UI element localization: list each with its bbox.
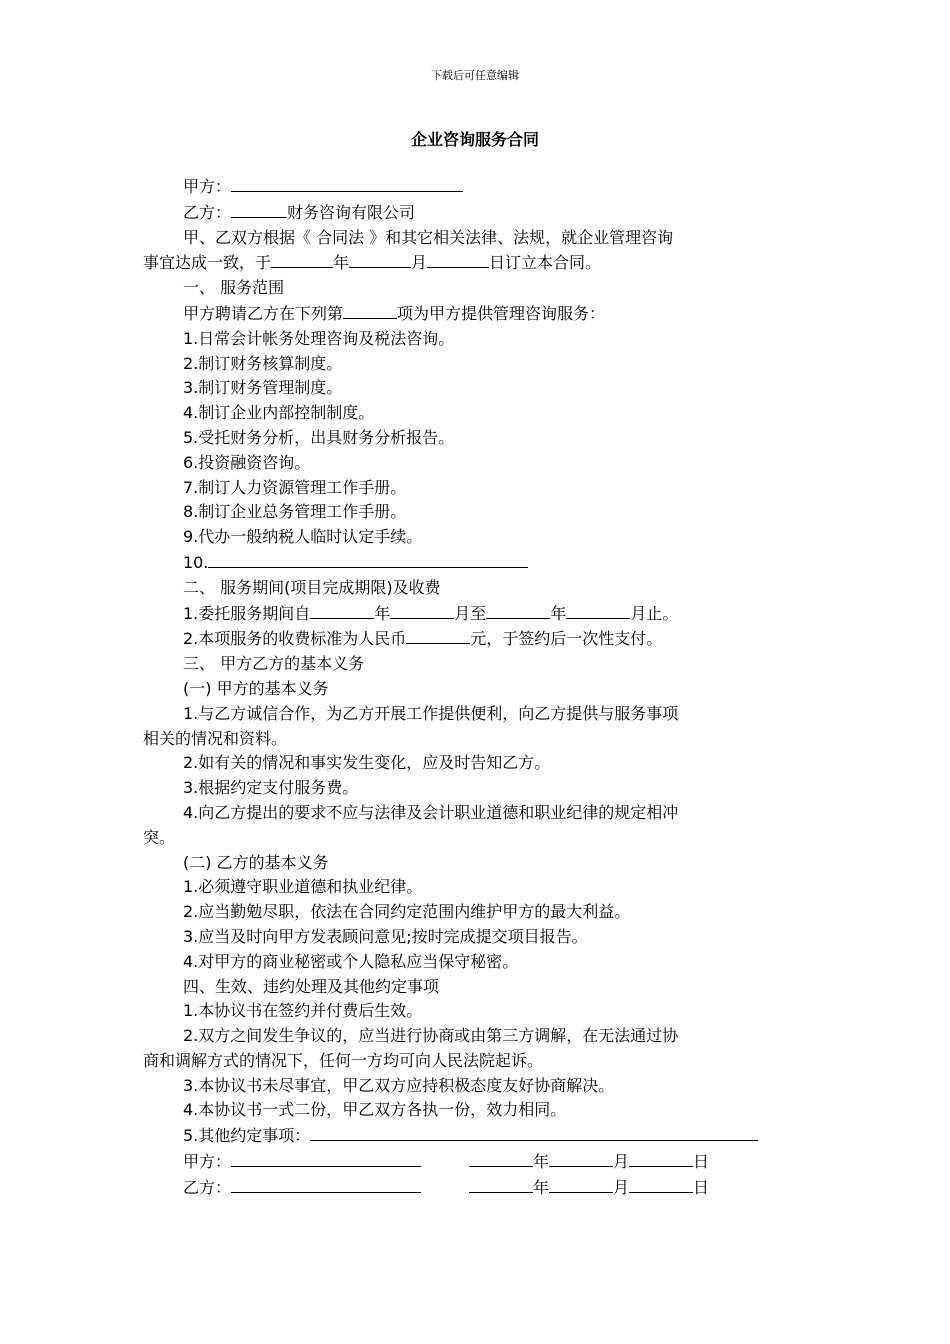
section2-heading: 二、 服务期间(项目完成期限)及收费 xyxy=(183,577,441,597)
signature-a-day-blank[interactable] xyxy=(629,1149,693,1167)
intro-line-2 xyxy=(143,250,788,276)
party-a-duty-1-line2: 相关的情况和资料。 xyxy=(143,728,288,748)
period-prefix: 1.委托服务期间自 xyxy=(183,603,311,623)
fee-line xyxy=(143,626,788,652)
signature-party-a-label: 甲方： xyxy=(183,1152,232,1172)
contract-body xyxy=(143,174,788,1201)
period-month-to: 月至 xyxy=(454,603,487,623)
signature-party-b xyxy=(143,1175,788,1201)
period-end-month-blank[interactable] xyxy=(566,601,630,619)
party-b-duties-heading: (二) 乙方的基本义务 xyxy=(183,852,329,872)
signature-b-month-blank[interactable] xyxy=(549,1175,613,1193)
service-item-7: 7.制订人力资源管理工作手册。 xyxy=(183,477,407,497)
fee-amount-blank[interactable] xyxy=(406,626,470,644)
section1-heading: 一、 服务范围 xyxy=(183,278,285,298)
clause-5-label: 5.其他约定事项： xyxy=(183,1126,311,1146)
other-terms-blank[interactable] xyxy=(310,1123,758,1141)
service-item-10-number: 10. xyxy=(183,552,209,572)
period-start-year-label: 年 xyxy=(374,603,391,623)
party-b-blank[interactable] xyxy=(231,200,287,218)
intro-year-blank[interactable] xyxy=(271,250,333,268)
party-a-duty-3: 3.根据约定支付服务费。 xyxy=(183,778,359,798)
signature-b-day-label: 日 xyxy=(693,1177,710,1197)
signature-a-day-label: 日 xyxy=(693,1152,710,1172)
party-a-blank[interactable] xyxy=(231,174,463,192)
section4-heading: 四、生效、违约处理及其他约定事项 xyxy=(183,976,440,996)
signature-party-b-blank[interactable] xyxy=(231,1175,421,1193)
signature-b-year-blank[interactable] xyxy=(469,1175,533,1193)
service-item-9: 9.代办一般纳税人临时认定手续。 xyxy=(183,527,423,547)
service-item-5: 5.受托财务分析，出具财务分析报告。 xyxy=(183,427,455,447)
period-start-year-blank[interactable] xyxy=(310,601,374,619)
signature-party-a-blank[interactable] xyxy=(231,1149,421,1167)
signature-a-month-blank[interactable] xyxy=(549,1149,613,1167)
party-a-duty-1-line1: 1.与乙方诚信合作，为乙方开展工作提供便利，向乙方提供与服务事项 xyxy=(183,703,679,723)
section1-lead-prefix: 甲方聘请乙方在下列第 xyxy=(183,303,344,323)
party-b-duty-4: 4.对甲方的商业秘密或个人隐私应当保守秘密。 xyxy=(183,951,519,971)
intro-line-1: 甲、乙双方根据《 合同法 》和其它相关法律、法规，就企业管理咨询 xyxy=(183,227,674,247)
signature-a-month-label: 月 xyxy=(613,1152,630,1172)
party-b-duty-2: 2.应当勤勉尽职，依法在合同约定范围内维护甲方的最大利益。 xyxy=(183,902,631,922)
signature-party-b-label: 乙方： xyxy=(183,1177,232,1197)
period-start-month-blank[interactable] xyxy=(390,601,454,619)
section1-lead xyxy=(143,301,788,327)
fee-suffix: 元，于签约后一次性支付。 xyxy=(470,629,663,649)
intro-month-label: 月 xyxy=(411,253,428,273)
period-end-year-label: 年 xyxy=(550,603,567,623)
service-item-10-blank[interactable] xyxy=(208,550,528,568)
signature-b-year-label: 年 xyxy=(533,1177,550,1197)
signature-party-a xyxy=(143,1149,788,1175)
service-item-4: 4.制订企业内部控制制度。 xyxy=(183,403,375,423)
signature-a-year-label: 年 xyxy=(533,1152,550,1172)
fee-prefix: 2.本项服务的收费标准为人民币 xyxy=(183,629,407,649)
period-end-year-blank[interactable] xyxy=(486,601,550,619)
party-b-label: 乙方： xyxy=(183,202,232,222)
clause-2-line1: 2.双方之间发生争议的，应当进行协商或由第三方调解，在无法通过协 xyxy=(183,1026,679,1046)
clause-1: 1.本协议书在签约并付费后生效。 xyxy=(183,1001,423,1021)
party-b-line xyxy=(143,200,788,226)
clause-3: 3.本协议书未尽事宜，甲乙双方应持积极态度友好协商解决。 xyxy=(183,1075,615,1095)
service-item-2: 2.制订财务核算制度。 xyxy=(183,353,343,373)
party-a-label: 甲方： xyxy=(183,177,232,196)
party-a-duties-heading: (一) 甲方的基本义务 xyxy=(183,678,329,698)
signature-b-day-blank[interactable] xyxy=(629,1175,693,1193)
party-b-duty-3: 3.应当及时向甲方发表顾问意见;按时完成提交项目报告。 xyxy=(183,926,588,946)
clause-4: 4.本协议书一式二份，甲乙双方各执一份，效力相同。 xyxy=(183,1100,567,1120)
party-a-duty-4-line1: 4.向乙方提出的要求不应与法律及会计职业道德和职业纪律的规定相冲 xyxy=(183,802,679,822)
signature-b-month-label: 月 xyxy=(613,1177,630,1197)
page-header-note: 下载后可任意编辑 xyxy=(431,69,519,82)
clause-5 xyxy=(143,1123,788,1149)
intro-prefix: 事宜达成一致，于 xyxy=(143,253,272,273)
service-item-blank[interactable] xyxy=(343,301,397,319)
service-item-10 xyxy=(143,550,788,576)
party-a-duty-2: 2.如有关的情况和事实发生变化，应及时告知乙方。 xyxy=(183,753,551,773)
service-item-6: 6.投资融资咨询。 xyxy=(183,452,311,472)
document-title: 企业咨询服务合同 xyxy=(410,130,539,149)
service-item-1: 1.日常会计帐务处理咨询及税法咨询。 xyxy=(183,328,455,348)
section1-lead-suffix: 项为甲方提供管理咨询服务： xyxy=(397,303,606,323)
clause-2-line2: 商和调解方式的情况下，任何一方均可向人民法院起诉。 xyxy=(143,1050,544,1070)
service-period-line xyxy=(143,601,788,627)
section3-heading: 三、 甲方乙方的基本义务 xyxy=(183,654,365,674)
signature-a-year-blank[interactable] xyxy=(469,1149,533,1167)
intro-year-label: 年 xyxy=(333,253,350,273)
intro-month-blank[interactable] xyxy=(349,250,411,268)
party-a-line xyxy=(143,174,788,200)
party-a-duty-4-line2: 突。 xyxy=(143,827,176,847)
intro-day-blank[interactable] xyxy=(427,250,489,268)
service-item-3: 3.制订财务管理制度。 xyxy=(183,378,343,398)
intro-suffix: 日订立本合同。 xyxy=(489,253,602,273)
period-month-end: 月止。 xyxy=(630,603,679,623)
party-b-duty-1: 1.必须遵守职业道德和执业纪律。 xyxy=(183,877,423,897)
party-b-suffix: 财务咨询有限公司 xyxy=(287,202,416,222)
service-item-8: 8.制订企业总务管理工作手册。 xyxy=(183,502,407,522)
